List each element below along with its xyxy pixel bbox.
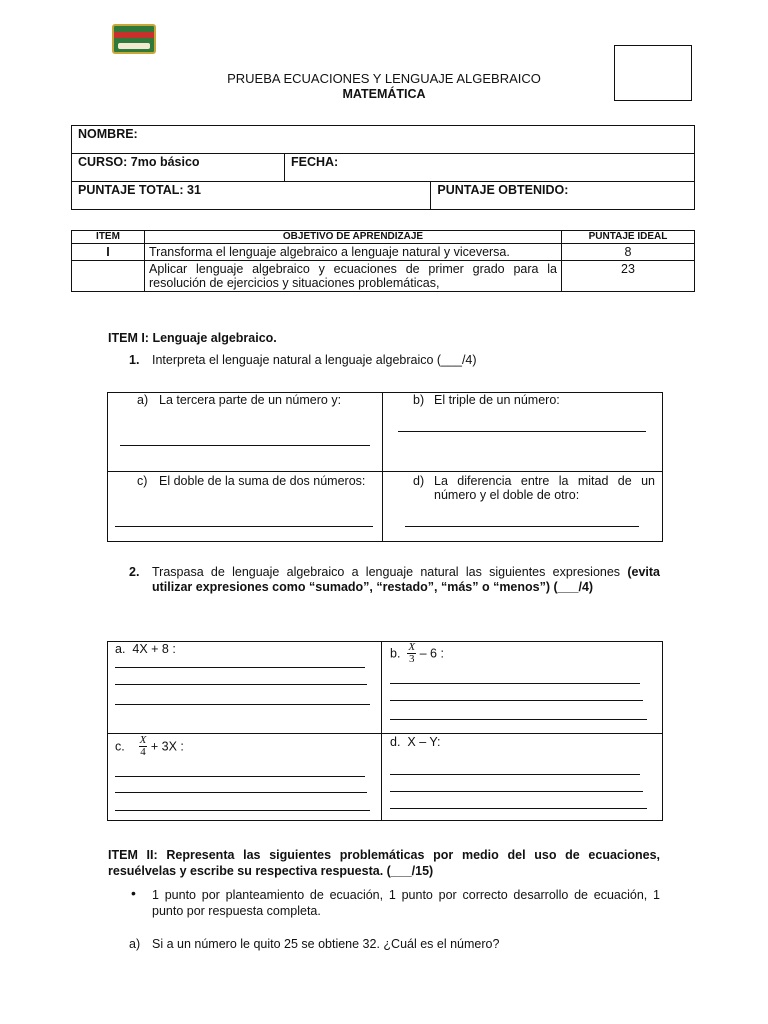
q1-cell-b: b) El triple de un número: (413, 393, 560, 407)
answer-line[interactable] (390, 700, 643, 701)
answer-line[interactable] (115, 526, 373, 527)
item2-title: ITEM II: Representa las siguientes problemáticas por medio del uso de ecuaciones, resuélvelas y escribe su respectiva respuesta. (___/15) (108, 848, 660, 878)
answer-line[interactable] (390, 774, 640, 775)
page-title: PRUEBA ECUACIONES Y LENGUAJE ALGEBRAICO (227, 71, 541, 86)
answer-line[interactable] (390, 719, 647, 720)
answer-line[interactable] (115, 810, 370, 811)
q1-cell-a: a) La tercera parte de un número y: (137, 393, 342, 407)
school-logo (112, 24, 156, 54)
answer-line[interactable] (115, 684, 367, 685)
q2-cell-b: b. $\frac{X}{3}$ – 6 : (390, 641, 444, 665)
q2-cell-c: c. $\frac{X}{4}$ + 3X : (115, 734, 184, 758)
item1-title: ITEM I: Lenguaje algebraico. (108, 331, 277, 345)
obtained-score-field[interactable]: PUNTAJE OBTENIDO: (431, 182, 695, 210)
answer-line[interactable] (120, 445, 370, 446)
answer-line[interactable] (115, 667, 365, 668)
q2-number: 2. (129, 565, 140, 579)
subject-title: MATEMÁTICA (342, 87, 426, 101)
q2-cell-a: a. 4X + 8 : (115, 642, 176, 656)
answer-line[interactable] (115, 704, 370, 705)
q2-text: Traspasa de lenguaje algebraico a lenguaje natural las siguientes expresiones (evita utilizar expresiones como “sumado”, “restado”, “más” o “menos”) (___/4) (152, 565, 660, 594)
qa-label: a) (129, 937, 141, 951)
answer-line[interactable] (115, 776, 365, 777)
answer-line[interactable] (398, 431, 646, 432)
q1-cell-d: d) La diferencia entre la mitad de un número y el doble de otro: (413, 474, 655, 502)
total-score-field: PUNTAJE TOTAL: 31 (72, 182, 431, 210)
answer-line[interactable] (390, 808, 647, 809)
table-row: Aplicar lenguaje algebraico y ecuaciones de primer grado para la resolución de ejercicios y situaciones problemáticas, 23 (72, 261, 695, 292)
answer-line[interactable] (115, 792, 367, 793)
name-field[interactable]: NOMBRE: (72, 126, 695, 154)
table-row: I Transforma el lenguaje algebraico a lenguaje natural y viceversa. 8 (72, 244, 695, 261)
q1-number: 1. (129, 353, 140, 367)
scoring-note: 1 punto por planteamiento de ecuación, 1 punto por correcto desarrollo de ecuación, 1 punto por respuesta completa. (152, 888, 660, 918)
q1-cell-c: c) El doble de la suma de dos números: (137, 474, 366, 488)
qa-text: Si a un número le quito 25 se obtiene 32. ¿Cuál es el número? (152, 937, 500, 951)
col-header-item: ITEM (72, 231, 145, 244)
objectives-table (71, 230, 695, 292)
answer-line[interactable] (405, 526, 639, 527)
answer-line[interactable] (390, 791, 643, 792)
q1-text: Interpreta el lenguaje natural a lenguaje algebraico (___/4) (152, 353, 477, 367)
q2-cell-d: d. X – Y: (390, 735, 441, 749)
course-field: CURSO: 7mo básico (72, 154, 285, 182)
student-info-table (71, 125, 695, 210)
col-header-objective: OBJETIVO DE APRENDIZAJE (145, 231, 562, 244)
q2-grid (107, 641, 663, 821)
date-field[interactable]: FECHA: (285, 154, 695, 182)
answer-line[interactable] (390, 683, 640, 684)
q1-grid (107, 392, 663, 542)
col-header-score: PUNTAJE IDEAL (562, 231, 695, 244)
bullet-icon: • (131, 885, 136, 901)
